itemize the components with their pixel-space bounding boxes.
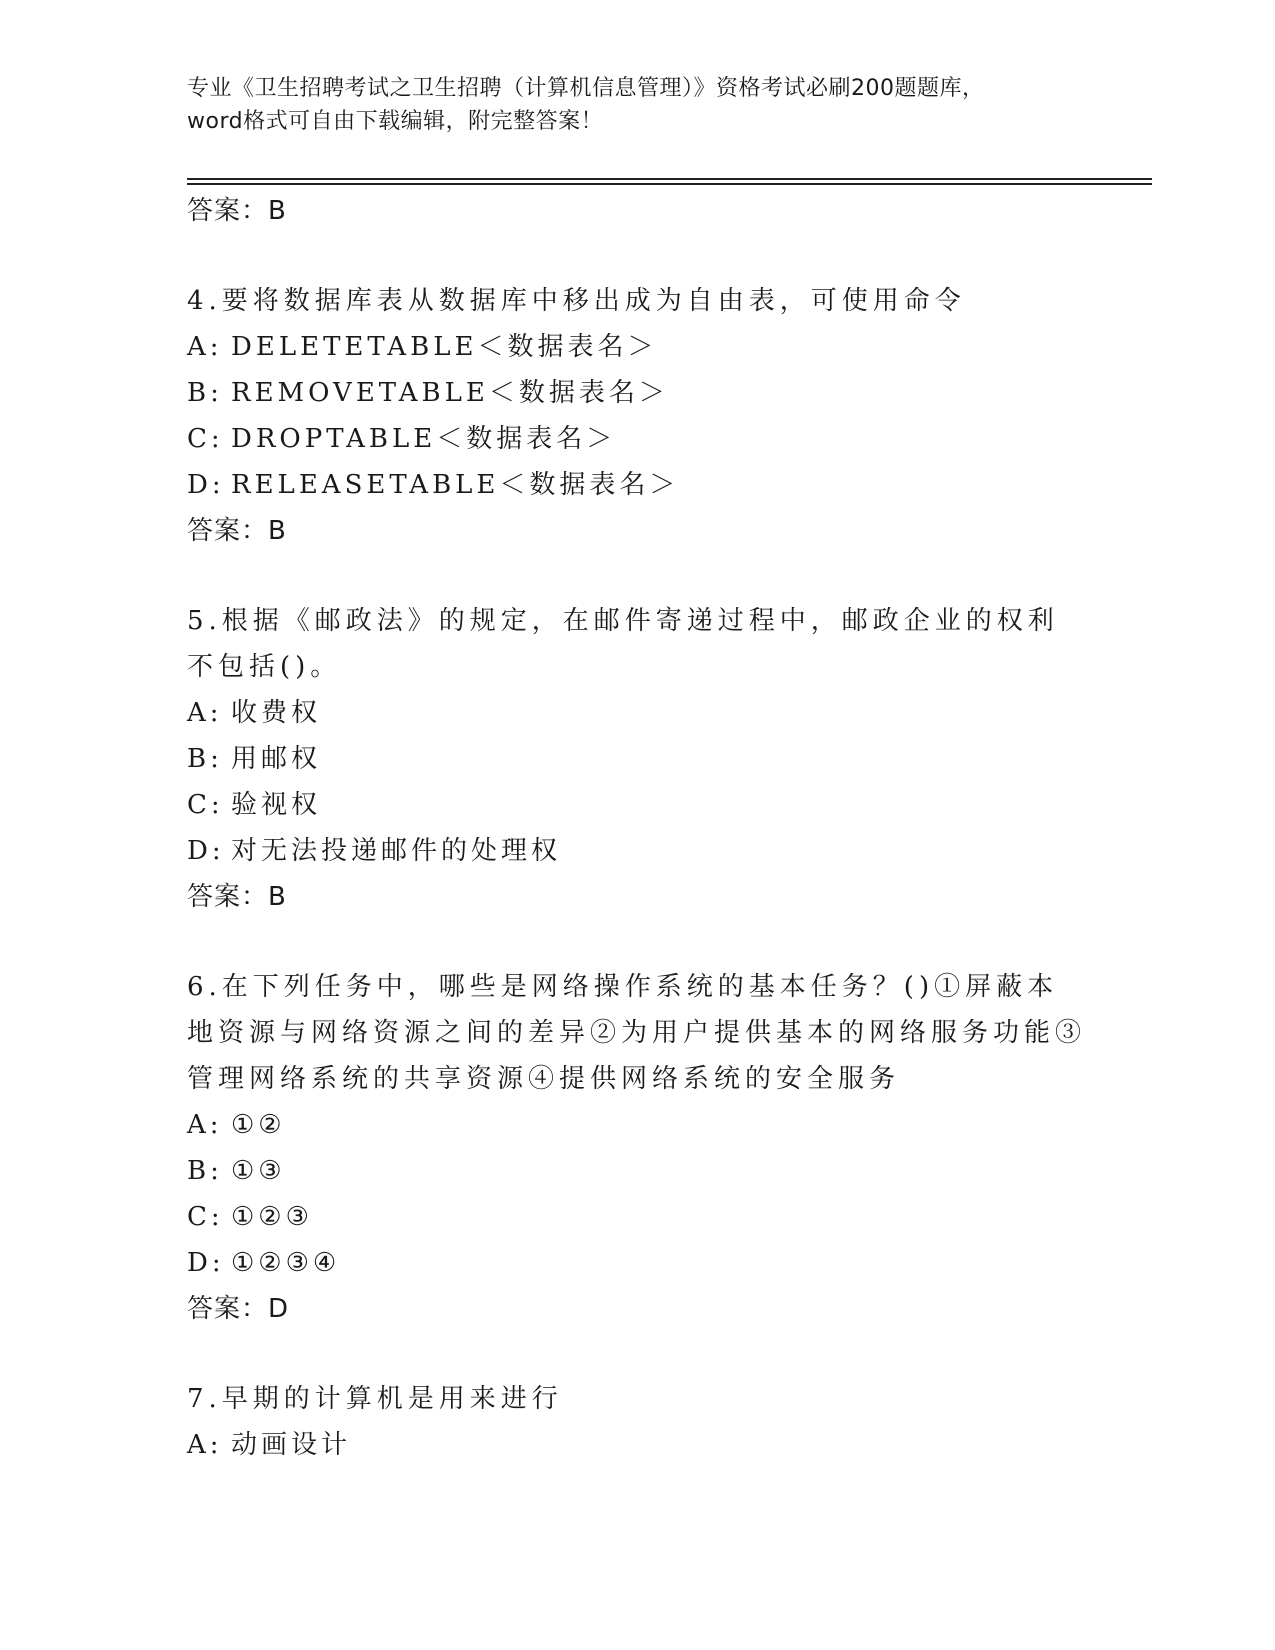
option-text: 用邮权	[231, 744, 322, 774]
option-a	[187, 690, 1087, 736]
option-text: ①③	[231, 1156, 286, 1186]
option-letter: C:	[187, 790, 224, 820]
question-7	[187, 1376, 1087, 1468]
option-letter: B:	[187, 1156, 223, 1186]
answer-line: 答案：D	[187, 1294, 290, 1324]
document-header	[187, 72, 1087, 138]
option-b	[187, 370, 1087, 416]
header-line-2: word格式可自由下载编辑，附完整答案！	[187, 109, 604, 134]
option-letter: C:	[187, 1202, 224, 1232]
question-text: 7.早期的计算机是用来进行	[187, 1384, 563, 1414]
option-c	[187, 1194, 1087, 1240]
question-text: 4.要将数据库表从数据库中移出成为自由表，可使用命令	[187, 286, 966, 316]
option-b	[187, 736, 1087, 782]
answer-line: 答案：B	[187, 516, 287, 546]
option-a	[187, 324, 1087, 370]
option-d	[187, 462, 1087, 508]
option-letter: D:	[187, 470, 225, 500]
option-letter: B:	[187, 744, 223, 774]
option-text: ①②	[231, 1110, 286, 1140]
option-text: 验视权	[231, 790, 322, 820]
option-letter: C:	[187, 424, 224, 454]
header-line-1: 专业《卫生招聘考试之卫生招聘（计算机信息管理）》资格考试必刷200题题库，	[187, 76, 985, 101]
question-4	[187, 278, 1087, 554]
option-text: DROPTABLE＜数据表名＞	[231, 424, 617, 454]
option-letter: A:	[187, 1430, 223, 1460]
option-text: RELEASETABLE＜数据表名＞	[231, 470, 680, 500]
header-divider-bottom	[187, 183, 1152, 185]
question-5	[187, 598, 1087, 920]
option-a	[187, 1422, 1087, 1468]
option-letter: D:	[187, 836, 225, 866]
option-text: REMOVETABLE＜数据表名＞	[231, 378, 669, 408]
option-letter: A:	[187, 332, 223, 362]
option-d	[187, 828, 1087, 874]
option-text: 对无法投递邮件的处理权	[231, 836, 562, 866]
option-letter: A:	[187, 1110, 223, 1140]
option-text: 动画设计	[231, 1430, 352, 1460]
option-c	[187, 782, 1087, 828]
option-letter: B:	[187, 378, 223, 408]
option-text: DELETETABLE＜数据表名＞	[231, 332, 658, 362]
question-6	[187, 964, 1087, 1332]
answer-line: 答案：B	[187, 882, 287, 912]
option-c	[187, 416, 1087, 462]
document-body	[187, 188, 1087, 1468]
question-text: 6.在下列任务中，哪些是网络操作系统的基本任务？()①屏蔽本地资源与网络资源之间的差异②为用户提供基本的网络服务功能③管理网络系统的共享资源④提供网络系统的安全服务	[187, 972, 1087, 1094]
option-b	[187, 1148, 1087, 1194]
option-letter: A:	[187, 698, 223, 728]
option-d	[187, 1240, 1087, 1286]
option-text: ①②③	[231, 1202, 313, 1232]
option-a	[187, 1102, 1087, 1148]
question-text: 5.根据《邮政法》的规定，在邮件寄递过程中，邮政企业的权利不包括()。	[187, 606, 1059, 682]
option-letter: D:	[187, 1248, 225, 1278]
option-text: ①②③④	[231, 1248, 341, 1278]
answer-line: 答案：B	[187, 196, 287, 226]
option-text: 收费权	[231, 698, 322, 728]
header-divider-top	[187, 178, 1152, 180]
